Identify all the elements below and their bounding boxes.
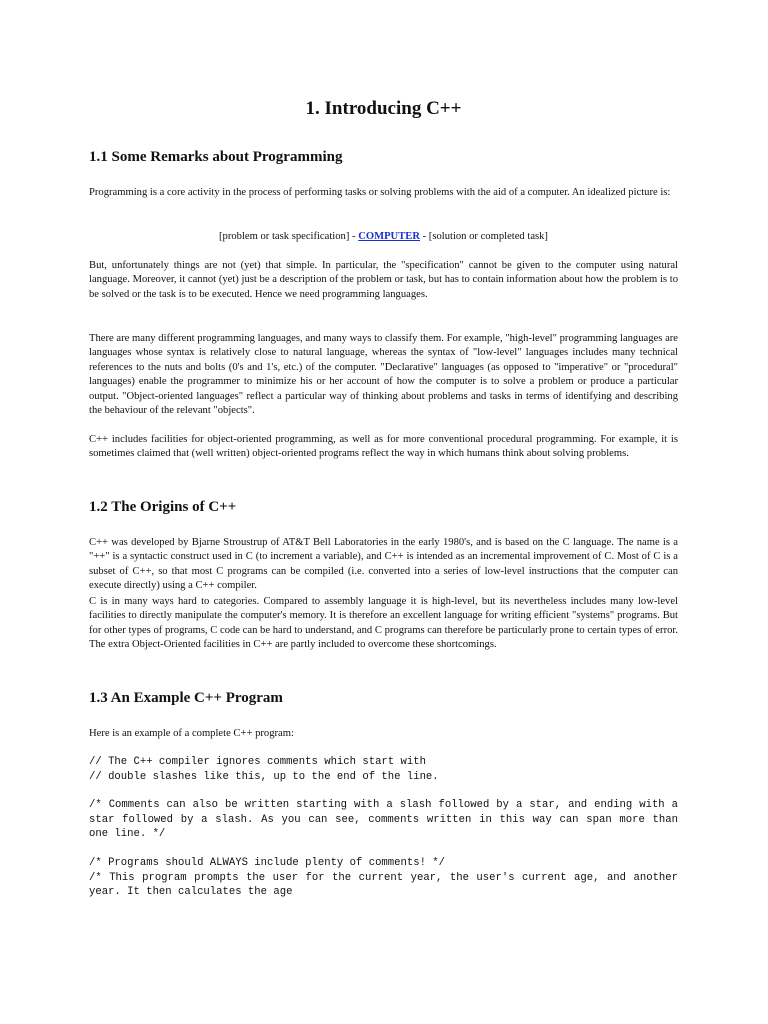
section-heading-1-3: 1.3 An Example C++ Program <box>89 690 283 706</box>
paragraph-c-language: C is in many ways hard to categories. Compared to assembly language it is high-level, but its nevertheless includes many low-level facilities to directly manipulate the computer's memory. It is therefore an excellent language for writing efficient "systems" programs. But for other types of programs, C code can be hard to understand, and C programs can therefore be particularly prone to certain types of error. The extra Object-Oriented facilities in C++ are partly included to overcome these shortcomings. <box>89 596 678 651</box>
paragraph-cpp-facilities: C++ includes facilities for object-oriented programming, as well as for more conventional procedural programming. For example, it is sometimes claimed that (well written) object-oriented programs reflect the way in which humans think about solving problems. <box>89 434 678 460</box>
section-heading-1-2: 1.2 The Origins of C++ <box>89 499 237 515</box>
computer-link[interactable]: COMPUTER <box>358 231 420 242</box>
section-heading-1-1: 1.1 Some Remarks about Programming <box>89 149 343 165</box>
paragraph-example-intro: Here is an example of a complete C++ program: <box>89 728 294 739</box>
paragraph-languages: There are many different programming languages, and many ways to classify them. For example, "high-level" programming languages are languages whose syntax is relatively close to natural language, whereas the syntax of "low-level" languages includes many technical references to the nuts and bolts (0's and 1's, etc.) of the computer. "Declarative" languages (as opposed to "imperative" or "procedural" languages) enable the programmer to minimize his or her account of how the computer is to solve a problem or produce a particular output. "Object-oriented languages" reflect a particular way of thinking about problems and tasks in terms of identifying and describing the behaviour of the relevant "objects". <box>89 333 678 417</box>
code-block-program-comments: /* Programs should ALWAYS include plenty of comments! */ /* This program prompts the user for the current year, the user's current age, and another year. It then calculates the age <box>89 857 678 898</box>
paragraph-specification: But, unfortunately things are not (yet) that simple. In particular, the "specification" cannot be given to the computer using natural language. Moreover, it cannot (yet) just be a description of the problem or task, but has to contain information about how the problem is to be solved or the task is to be executed. Hence we need programming languages. <box>89 260 678 300</box>
code-block-comments: // The C++ compiler ignores comments which start with // double slashes like this, up to the end of the line. <box>89 756 439 783</box>
page-title: 1. Introducing C++ <box>305 98 462 119</box>
picture-prefix: [problem or task specification] - <box>219 231 359 242</box>
code-block-multiline-comment: /* Comments can also be written starting with a slash followed by a star, and ending with a star followed by a slash. As you can see, comments written in this way can span more than one line. */ <box>89 799 685 840</box>
paragraph-intro: Programming is a core activity in the process of performing tasks or solving problems with the aid of a computer. An idealized picture is: <box>89 187 671 198</box>
idealized-picture <box>89 230 678 244</box>
picture-suffix: - [solution or completed task] <box>419 231 548 242</box>
paragraph-origins: C++ was developed by Bjarne Stroustrup of AT&T Bell Laboratories in the early 1980's, and is based on the C language. The name is a "++" is a syntactic construct used in C (to increment a variable), and C++ is intended as an incremental improvement of C. Most of C is a subset of C++, so that most C programs can be compiled (i.e. converted into a series of low-level instructions that the computer can execute directly) using a C++ compiler. <box>89 537 678 592</box>
